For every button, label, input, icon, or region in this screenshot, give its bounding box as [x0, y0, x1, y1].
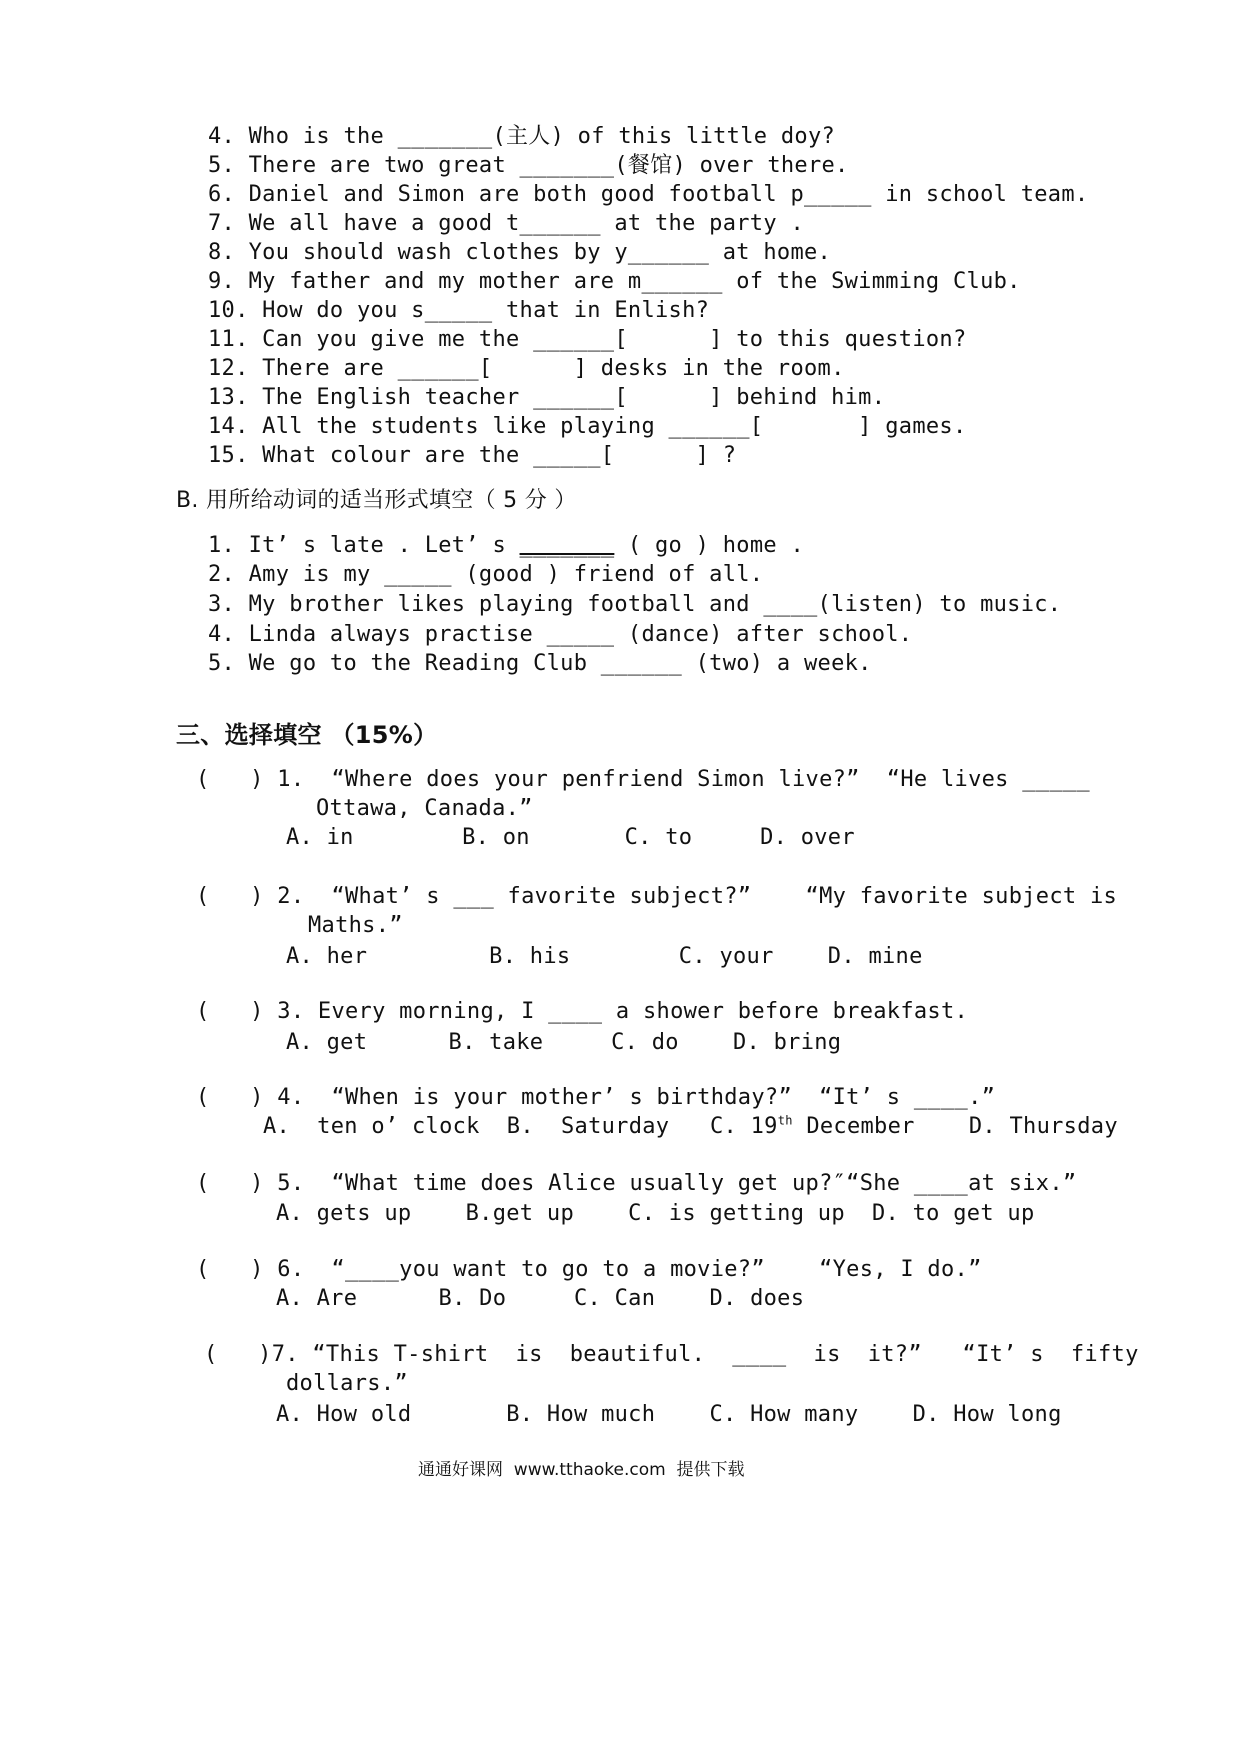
choice-q5-options: A. gets up B.get up C. is getting up D. to get up: [276, 1201, 1035, 1226]
choice-q2-options: A. her B. his C. your D. mine: [286, 944, 923, 969]
verb-item-1-after: ( go ) home .: [614, 533, 805, 558]
fill-item-10: 10. How do you s_____ that in Enlish?: [208, 298, 710, 323]
choice-q4-options-b: December D. Thursday: [792, 1114, 1118, 1139]
page-footer: 通通好课网 www.tthaoke.com 提供下载: [418, 1460, 745, 1480]
verb-item-5: 5. We go to the Reading Club ______ (two) a week.: [208, 651, 872, 676]
fill-item-15: 15. What colour are the _____[ ] ?: [208, 443, 737, 468]
choice-q4-ordinal-suffix: th: [777, 1113, 793, 1128]
choice-q5-stem: ( ) 5. “What time does Alice usually get up?″“She ____at six.”: [196, 1171, 1077, 1196]
choice-q4-stem: ( ) 4. “When is your mother’ s birthday?” “It’ s ____.”: [196, 1085, 996, 1110]
verb-item-1: [208, 532, 804, 560]
section-3-heading: 三、选择填空 （15%）: [176, 721, 438, 749]
verb-item-3: 3. My brother likes playing football and ____(listen) to music.: [208, 592, 1062, 617]
fill-item-4: 4. Who is the _______(主人) of this little doy?: [208, 124, 836, 149]
fill-item-11: 11. Can you give me the ______[ ] to this question?: [208, 327, 967, 352]
choice-q1-options: A. in B. on C. to D. over: [286, 825, 855, 850]
verb-item-4: 4. Linda always practise _____ (dance) after school.: [208, 622, 913, 647]
choice-q1-stem: ( ) 1. “Where does your penfriend Simon live?” “He lives _____: [196, 767, 1090, 792]
fill-item-13: 13. The English teacher ______[ ] behind him.: [208, 385, 886, 410]
choice-q3-stem: ( ) 3. Every morning, I ____ a shower before breakfast.: [196, 999, 969, 1024]
choice-q3-options: A. get B. take C. do D. bring: [286, 1030, 842, 1055]
choice-q7-stem-cont: dollars.”: [286, 1371, 408, 1396]
fill-item-7: 7. We all have a good t______ at the party .: [208, 211, 804, 236]
verb-item-1-before: 1. It’ s late . Let’ s: [208, 533, 520, 558]
choice-q2-stem: ( ) 2. “What’ s ___ favorite subject?” “My favorite subject is: [196, 884, 1118, 909]
fill-item-5: 5. There are two great _______(餐馆) over there.: [208, 153, 849, 178]
verb-item-1-blank: _______: [519, 533, 615, 558]
fill-item-8: 8. You should wash clothes by y______ at home.: [208, 240, 832, 265]
section-b-heading: B. 用所给动词的适当形式填空（ 5 分 ）: [176, 488, 577, 513]
choice-q6-options: A. Are B. Do C. Can D. does: [276, 1286, 805, 1311]
choice-q4-options: [263, 1113, 1118, 1141]
choice-q4-options-a: A. ten o’ clock B. Saturday C. 19: [263, 1114, 778, 1139]
choice-q1-stem-cont: Ottawa, Canada.”: [316, 796, 533, 821]
fill-item-6: 6. Daniel and Simon are both good football p_____ in school team.: [208, 182, 1089, 207]
choice-q7-stem: ( )7. “This T-shirt is beautiful. ____ is it?” “It’ s fifty: [204, 1342, 1139, 1367]
fill-item-9: 9. My father and my mother are m______ of the Swimming Club.: [208, 269, 1021, 294]
fill-item-12: 12. There are ______[ ] desks in the room.: [208, 356, 845, 381]
choice-q6-stem: ( ) 6. “____you want to go to a movie?” “Yes, I do.”: [196, 1257, 982, 1282]
choice-q2-stem-cont: Maths.”: [308, 913, 403, 938]
fill-item-14: 14. All the students like playing ______[ ] games.: [208, 414, 967, 439]
choice-q7-options: A. How old B. How much C. How many D. How long: [276, 1402, 1062, 1427]
verb-item-2: 2. Amy is my _____ (good ) friend of all.: [208, 562, 764, 587]
